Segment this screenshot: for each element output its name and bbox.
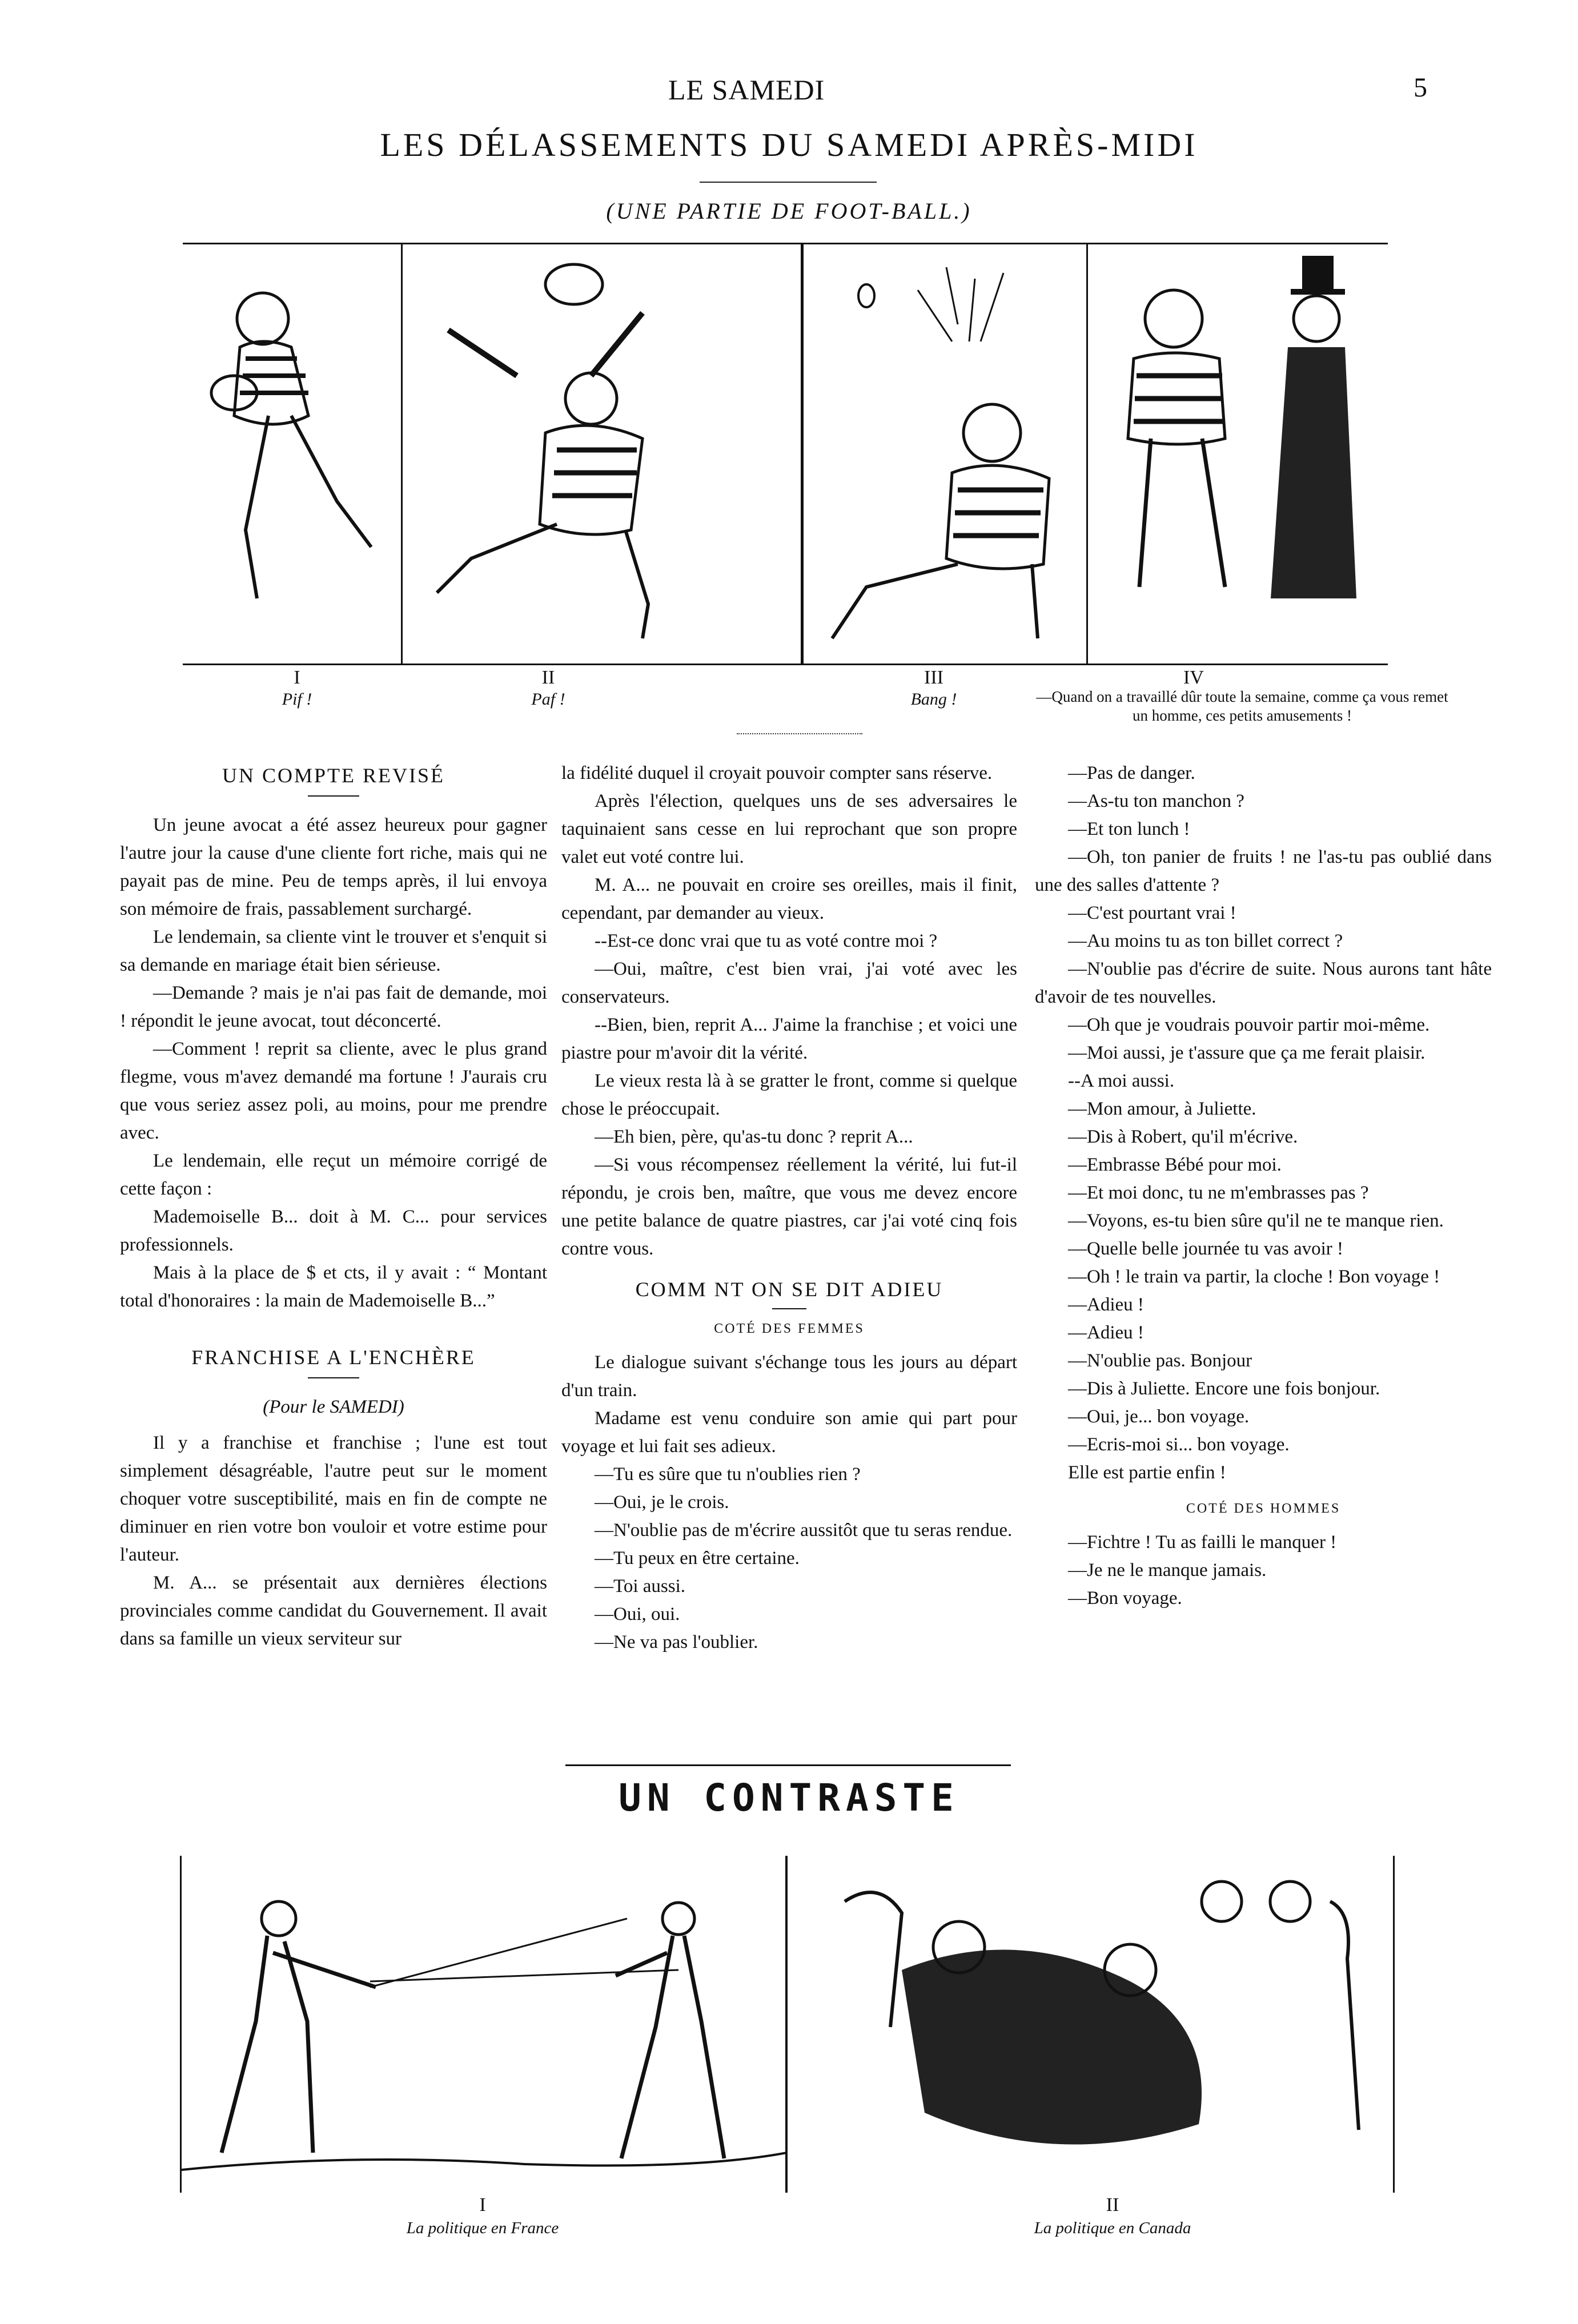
panel-2-caption: Paf ! — [531, 690, 565, 709]
contrast-panel-2-number: II — [1106, 2194, 1119, 2216]
paragraph: —Voyons, es-tu bien sûre qu'il ne te manque rien. — [1068, 1211, 1444, 1231]
panel-4-caption: —Quand on a travaillé dûr toute la semaine, comme ça vous remet un homme, ces petits amusements ! — [1036, 688, 1448, 724]
paragraph: —Oui, oui. — [595, 1604, 680, 1625]
comic-panel-1 — [183, 243, 403, 665]
paragraph: —Oui, je... bon voyage. — [1068, 1406, 1250, 1427]
panel-3-caption: Bang ! — [910, 690, 957, 709]
subhead-hommes: COTÉ DES HOMMES — [1186, 1501, 1341, 1516]
paragraph: —Et ton lunch ! — [1068, 819, 1190, 839]
paragraph: —N'oublie pas de m'écrire aussitôt que tu seras rendue. — [595, 1520, 1013, 1541]
paragraph: Il y a franchise et franchise ; l'une est tout simplement désagréable, l'autre peut sur le moment choquer votre susceptibilité, mais en fin de compte ne diminuer en rien votre bon vouloir et votre estime pour l'auteur. — [120, 1433, 547, 1565]
paragraph: —C'est pourtant vrai ! — [1068, 903, 1236, 923]
paragraph: —Tu es sûre que tu n'oublies rien ? — [595, 1464, 861, 1485]
paragraph: —Oui, je le crois. — [595, 1492, 729, 1513]
paragraph: Mais à la place de $ et cts, il y avait : “ Montant total d'honoraires : la main de Mademoiselle B...” — [120, 1262, 547, 1311]
paragraph: —Comment ! reprit sa cliente, avec le plus grand flegme, vous m'avez demandé ma fortune ! J'aurais cru que vous seriez assez poli, au moins, pour me prendre avec. — [120, 1039, 547, 1143]
paragraph: —Oui, maître, c'est bien vrai, j'ai voté avec les conservateurs. — [561, 959, 1017, 1007]
page-number: 5 — [1414, 73, 1427, 103]
football-comic-strip — [183, 243, 1388, 665]
paragraph: —Adieu ! — [1068, 1294, 1144, 1315]
contrast-illustration — [180, 1856, 1391, 2324]
contrast-title: UN CONTRASTE — [619, 1776, 959, 1820]
panel-3-number: III — [924, 667, 943, 688]
byline: (Pour le SAMEDI) — [263, 1397, 404, 1417]
comic-title: LES DÉLASSEMENTS DU SAMEDI APRÈS-MIDI — [380, 126, 1198, 163]
paragraph: —Eh bien, père, qu'as-tu donc ? reprit A... — [595, 1127, 913, 1147]
subhead-femmes: COTÉ DES FEMMES — [714, 1321, 865, 1336]
paragraph: —Embrasse Bébé pour moi. — [1068, 1155, 1282, 1175]
newspaper-title: LE SAMEDI — [668, 74, 825, 106]
contrast-panel-2 — [785, 1856, 1395, 2193]
article-title-adieu: COMM NT ON SE DIT ADIEU — [635, 1278, 943, 1301]
paragraph: Mademoiselle B... doit à M. C... pour services professionnels. — [120, 1207, 547, 1255]
paragraph: Le vieux resta là à se gratter le front, comme si quelque chose le préoccupait. — [561, 1071, 1017, 1119]
paragraph: —Pas de danger. — [1068, 763, 1195, 783]
paragraph: —Je ne le manque jamais. — [1068, 1560, 1267, 1581]
paragraph: M. A... se présentait aux dernières élections provinciales comme candidat du Gouvernement. Il avait dans sa famille un vieux serviteur sur — [120, 1573, 547, 1649]
contrast-panel-1 — [180, 1856, 787, 2193]
paragraph: Elle est partie enfin ! — [1068, 1462, 1226, 1483]
paragraph: Le dialogue suivant s'échange tous les jours au départ d'un train. — [561, 1352, 1017, 1401]
paragraph: —N'oublie pas. Bonjour — [1068, 1350, 1252, 1371]
paragraph: —Moi aussi, je t'assure que ça me ferait plaisir. — [1068, 1043, 1426, 1063]
fencing-duel-illustration — [182, 1856, 787, 2193]
paragraph: —Et moi donc, tu ne m'embrasses pas ? — [1068, 1183, 1369, 1203]
paragraph: —Oh ! le train va partir, la cloche ! Bon voyage ! — [1068, 1266, 1440, 1287]
comic-subtitle: (UNE PARTIE DE FOOT-BALL.) — [606, 198, 972, 224]
title-underline — [308, 1377, 359, 1378]
column-1 — [120, 754, 547, 1653]
paragraph: —As-tu ton manchon ? — [1068, 791, 1244, 811]
article-title-franchise: FRANCHISE A L'ENCHÈRE — [191, 1346, 476, 1369]
paragraph: --Est-ce donc vrai que tu as voté contre moi ? — [595, 931, 938, 951]
bottom-rule — [565, 1764, 1011, 1766]
column-3 — [1035, 759, 1492, 1613]
paragraph: Le lendemain, sa cliente vint le trouver et s'enquit si sa demande en mariage était bien sérieuse. — [120, 927, 547, 975]
paragraph: —Fichtre ! Tu as failli le manquer ! — [1068, 1532, 1337, 1553]
title-underline — [308, 795, 359, 797]
paragraph: —Ne va pas l'oublier. — [595, 1632, 758, 1652]
paragraph: —Tu peux en être certaine. — [595, 1548, 800, 1569]
panel-1-number: I — [294, 667, 300, 688]
paragraph: —N'oublie pas d'écrire de suite. Nous aurons tant hâte d'avoir de tes nouvelles. — [1035, 959, 1492, 1007]
title-rule — [700, 182, 877, 183]
paragraph: Un jeune avocat a été assez heureux pour gagner l'autre jour la cause d'une cliente fort riche, mais qui ne payait pas de mine. Peu de temps après, il lui envoya son mémoire de frais, passablement surchargé. — [120, 815, 547, 919]
panel-2-number: II — [541, 667, 555, 688]
paragraph: —Ecris-moi si... bon voyage. — [1068, 1434, 1290, 1455]
player-hit-illustration — [804, 244, 1089, 664]
contrast-panel-2-caption: La politique en Canada — [1034, 2219, 1191, 2237]
panel-1-caption: Pif ! — [282, 690, 312, 709]
panel-4-number: IV — [1183, 667, 1204, 688]
paragraph: —Dis à Juliette. Encore une fois bonjour. — [1068, 1378, 1380, 1399]
comic-panel-3 — [801, 243, 1091, 665]
contrast-panel-1-number: I — [479, 2194, 486, 2216]
paragraph: —Adieu ! — [1068, 1322, 1144, 1343]
player-colliding-illustration — [403, 244, 802, 664]
article-title-compte-revise: UN COMPTE REVISÉ — [222, 764, 445, 787]
paragraph: —Au moins tu as ton billet correct ? — [1068, 931, 1343, 951]
player-kicking-illustration — [183, 244, 401, 664]
player-and-gentleman-illustration — [1088, 244, 1388, 664]
paragraph: —Oh, ton panier de fruits ! ne l'as-tu pas oublié dans une des salles d'attente ? — [1035, 847, 1492, 895]
paragraph: —Bon voyage. — [1068, 1588, 1182, 1609]
comic-panel-2 — [401, 243, 804, 665]
paragraph: —Dis à Robert, qu'il m'écrive. — [1068, 1127, 1298, 1147]
paragraph: --Bien, bien, reprit A... J'aime la franchise ; et voici une piastre pour m'avoir dit la vérité. — [561, 1015, 1017, 1063]
paragraph: —Si vous récompensez réellement la vérité, lui fut-il répondu, je crois ben, maître, que vous me devez encore une petite balance de quatre piastres, car j'ai voté cinq fois contre vous. — [561, 1155, 1017, 1259]
section-rule — [737, 733, 862, 734]
paragraph: —Demande ? mais je n'ai pas fait de demande, moi ! répondit le jeune avocat, tout déconcerté. — [120, 983, 547, 1031]
paragraph: Le lendemain, elle reçut un mémoire corrigé de cette façon : — [120, 1151, 547, 1199]
paragraph: —Toi aussi. — [595, 1576, 686, 1597]
paragraph: --A moi aussi. — [1068, 1071, 1175, 1091]
paragraph: Madame est venu conduire son amie qui part pour voyage et lui fait ses adieux. — [561, 1408, 1017, 1457]
paragraph: la fidélité duquel il croyait pouvoir compter sans réserve. — [561, 763, 993, 783]
contrast-panel-1-caption: La politique en France — [406, 2219, 559, 2237]
comic-panel-4 — [1086, 243, 1388, 665]
brawl-illustration — [788, 1856, 1393, 2193]
paragraph: —Oh que je voudrais pouvoir partir moi-même. — [1068, 1015, 1430, 1035]
paragraph: —Quelle belle journée tu vas avoir ! — [1068, 1239, 1343, 1259]
paragraph: Après l'élection, quelques uns de ses adversaires le taquinaient sans cesse en lui reprochant que son propre valet eut voté contre lui. — [561, 791, 1017, 867]
paragraph: M. A... ne pouvait en croire ses oreilles, mais il finit, cependant, par demander au vieux. — [561, 875, 1017, 923]
title-underline — [772, 1308, 806, 1309]
paragraph: —Mon amour, à Juliette. — [1068, 1099, 1256, 1119]
column-2 — [561, 759, 1017, 1656]
